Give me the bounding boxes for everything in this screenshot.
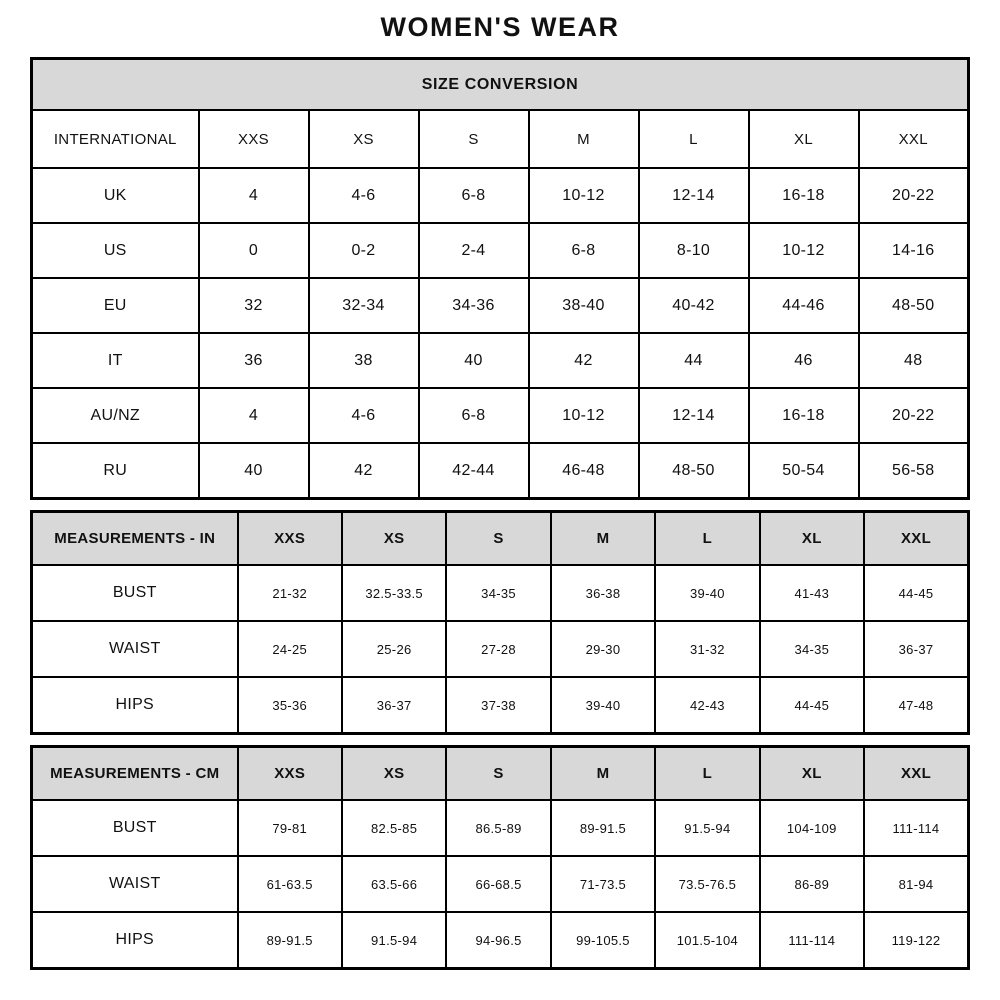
data-cell: 4-6: [309, 388, 419, 443]
data-cell: 63.5-66: [342, 856, 446, 912]
measurements-in-table: [30, 510, 970, 735]
table-title: MEASUREMENTS - IN: [32, 512, 238, 566]
data-cell: 44: [639, 333, 749, 388]
data-cell: 10-12: [529, 388, 639, 443]
table-row: [32, 333, 969, 388]
column-header: S: [446, 512, 550, 566]
data-cell: 6-8: [419, 168, 529, 223]
data-cell: 91.5-94: [655, 800, 759, 856]
data-cell: 86.5-89: [446, 800, 550, 856]
data-cell: 42-43: [655, 677, 759, 734]
data-cell: 81-94: [864, 856, 968, 912]
table-title: SIZE CONVERSION: [32, 59, 969, 111]
data-cell: 35-36: [238, 677, 342, 734]
row-label: HIPS: [32, 677, 238, 734]
data-cell: 44-46: [749, 278, 859, 333]
row-label: WAIST: [32, 621, 238, 677]
column-header: XS: [342, 512, 446, 566]
table-row: [32, 443, 969, 499]
column-header: XXL: [864, 747, 968, 801]
data-cell: 101.5-104: [655, 912, 759, 969]
row-label: AU/NZ: [32, 388, 199, 443]
column-header: M: [551, 512, 655, 566]
data-cell: 71-73.5: [551, 856, 655, 912]
data-cell: 10-12: [749, 223, 859, 278]
size-conversion-table: [30, 57, 970, 500]
data-cell: 14-16: [859, 223, 969, 278]
data-cell: 4-6: [309, 168, 419, 223]
data-cell: 38: [309, 333, 419, 388]
data-cell: 44-45: [864, 565, 968, 621]
table-row: [32, 800, 969, 856]
data-cell: 91.5-94: [342, 912, 446, 969]
data-cell: 36-38: [551, 565, 655, 621]
column-header: XL: [760, 747, 864, 801]
data-cell: 0-2: [309, 223, 419, 278]
row-label-header: INTERNATIONAL: [32, 110, 199, 168]
data-cell: 42-44: [419, 443, 529, 499]
table-row: [32, 912, 969, 969]
data-cell: 31-32: [655, 621, 759, 677]
column-header: L: [655, 512, 759, 566]
data-cell: 36: [199, 333, 309, 388]
data-cell: 46-48: [529, 443, 639, 499]
row-label: WAIST: [32, 856, 238, 912]
data-cell: 10-12: [529, 168, 639, 223]
data-cell: 4: [199, 168, 309, 223]
measurements-cm-table: [30, 745, 970, 970]
data-cell: 8-10: [639, 223, 749, 278]
data-cell: 34-36: [419, 278, 529, 333]
data-cell: 25-26: [342, 621, 446, 677]
table-row: [32, 168, 969, 223]
data-cell: 39-40: [655, 565, 759, 621]
data-cell: 50-54: [749, 443, 859, 499]
column-header: XXL: [864, 512, 968, 566]
column-header: XL: [760, 512, 864, 566]
column-header: M: [529, 110, 639, 168]
data-cell: 41-43: [760, 565, 864, 621]
data-cell: 82.5-85: [342, 800, 446, 856]
table-row: [32, 677, 969, 734]
column-header: XXS: [238, 512, 342, 566]
data-cell: 34-35: [446, 565, 550, 621]
column-header: XL: [749, 110, 859, 168]
data-cell: 111-114: [760, 912, 864, 969]
data-cell: 36-37: [864, 621, 968, 677]
column-header: XXS: [238, 747, 342, 801]
column-header: M: [551, 747, 655, 801]
data-cell: 86-89: [760, 856, 864, 912]
table-title: MEASUREMENTS - CM: [32, 747, 238, 801]
data-cell: 89-91.5: [238, 912, 342, 969]
data-cell: 21-32: [238, 565, 342, 621]
row-label: HIPS: [32, 912, 238, 969]
data-cell: 32.5-33.5: [342, 565, 446, 621]
row-label: IT: [32, 333, 199, 388]
table-row: [32, 278, 969, 333]
data-cell: 48-50: [859, 278, 969, 333]
column-header: XS: [309, 110, 419, 168]
row-label: UK: [32, 168, 199, 223]
data-cell: 56-58: [859, 443, 969, 499]
column-header: S: [419, 110, 529, 168]
data-cell: 16-18: [749, 168, 859, 223]
data-cell: 48-50: [639, 443, 749, 499]
data-cell: 20-22: [859, 168, 969, 223]
data-cell: 12-14: [639, 168, 749, 223]
column-header: L: [639, 110, 749, 168]
data-cell: 36-37: [342, 677, 446, 734]
row-label: EU: [32, 278, 199, 333]
page-title: WOMEN'S WEAR: [380, 12, 620, 42]
data-cell: 111-114: [864, 800, 968, 856]
data-cell: 40-42: [639, 278, 749, 333]
data-cell: 24-25: [238, 621, 342, 677]
data-cell: 61-63.5: [238, 856, 342, 912]
data-cell: 12-14: [639, 388, 749, 443]
data-cell: 40: [199, 443, 309, 499]
table-row: [32, 856, 969, 912]
data-cell: 6-8: [529, 223, 639, 278]
data-cell: 20-22: [859, 388, 969, 443]
table-row: [32, 565, 969, 621]
data-cell: 38-40: [529, 278, 639, 333]
row-label: BUST: [32, 565, 238, 621]
data-cell: 48: [859, 333, 969, 388]
data-cell: 94-96.5: [446, 912, 550, 969]
data-cell: 89-91.5: [551, 800, 655, 856]
data-cell: 119-122: [864, 912, 968, 969]
row-label: RU: [32, 443, 199, 499]
table-row: [32, 223, 969, 278]
data-cell: 29-30: [551, 621, 655, 677]
data-cell: 2-4: [419, 223, 529, 278]
data-cell: 44-45: [760, 677, 864, 734]
data-cell: 66-68.5: [446, 856, 550, 912]
data-cell: 99-105.5: [551, 912, 655, 969]
data-cell: 32-34: [309, 278, 419, 333]
data-cell: 37-38: [446, 677, 550, 734]
column-header: L: [655, 747, 759, 801]
data-cell: 6-8: [419, 388, 529, 443]
data-cell: 42: [309, 443, 419, 499]
row-label: US: [32, 223, 199, 278]
data-cell: 104-109: [760, 800, 864, 856]
data-cell: 34-35: [760, 621, 864, 677]
data-cell: 46: [749, 333, 859, 388]
data-cell: 47-48: [864, 677, 968, 734]
table-row: [32, 621, 969, 677]
column-header: XS: [342, 747, 446, 801]
column-header: XXS: [199, 110, 309, 168]
column-header: XXL: [859, 110, 969, 168]
data-cell: 4: [199, 388, 309, 443]
table-row: [32, 388, 969, 443]
data-cell: 0: [199, 223, 309, 278]
data-cell: 73.5-76.5: [655, 856, 759, 912]
data-cell: 27-28: [446, 621, 550, 677]
data-cell: 40: [419, 333, 529, 388]
column-header: S: [446, 747, 550, 801]
data-cell: 79-81: [238, 800, 342, 856]
data-cell: 16-18: [749, 388, 859, 443]
data-cell: 39-40: [551, 677, 655, 734]
data-cell: 32: [199, 278, 309, 333]
data-cell: 42: [529, 333, 639, 388]
row-label: BUST: [32, 800, 238, 856]
